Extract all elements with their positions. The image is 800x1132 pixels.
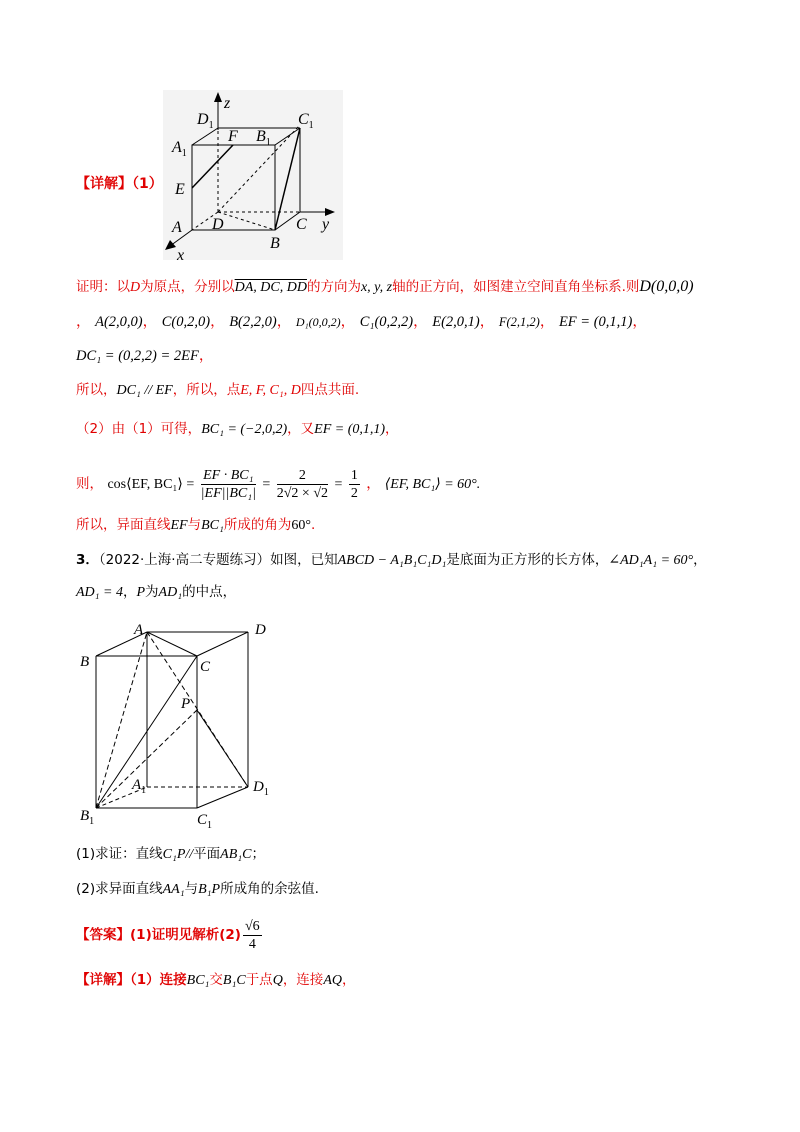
- answer-fraction: $\frac{√6}{4}$: [244, 918, 260, 952]
- detail-tag: 【详解】（1）: [76, 176, 163, 192]
- label-P: P: [181, 696, 191, 712]
- label-A: A: [172, 219, 182, 236]
- coord-D1: D₁(0,0,2): [295, 315, 341, 329]
- prism-figure: [76, 615, 286, 830]
- edge-AC: [147, 632, 197, 656]
- label-B1: $B_1$: [80, 808, 95, 827]
- problem3-line-1: 3．（2022·上海·高二专题练习）如图，已知ABCD − A₁B₁C₁D₁是底面为正方形的长方体，∠AD₁A₁ = 60°，: [76, 552, 707, 568]
- label-B: B: [80, 654, 90, 670]
- label-D: D: [212, 216, 224, 233]
- label-C1: $C_1$: [197, 812, 213, 830]
- label-A: A: [134, 622, 144, 638]
- detail-line: 【详解】（1）连接BC₁交B₁C于点Q，连接AQ，: [76, 972, 356, 988]
- vector-EF: EF = (0,1,1): [558, 314, 633, 330]
- label-C: C: [296, 216, 307, 233]
- coord-E: E(2,0,1): [432, 314, 480, 330]
- frac-1: $\frac{\text{EF · BC₁}}{\text{|EF||BC₁|}}$: [200, 467, 256, 501]
- edge-C1D1: [197, 787, 248, 808]
- problem3-line-2: AD₁ = 4，P为AD₁的中点，: [76, 584, 237, 600]
- label-F: F: [228, 128, 238, 145]
- part2-line: （2）由（1）可得，BC₁ = (−2,0,2)，又EF = (0,1,1)，: [76, 421, 399, 437]
- coord-F: F(2,1,2): [498, 315, 540, 329]
- coord-C: C(0,2,0): [161, 314, 211, 330]
- coord-A: A(2,0,0): [95, 314, 143, 330]
- label-D1: $D_1$: [253, 779, 269, 798]
- label-D: D: [255, 622, 266, 638]
- edge-PD1: [197, 710, 248, 787]
- label-C: C: [200, 659, 211, 675]
- final-line: 所以，异面直线EF与BC₁所成的角为60°.: [76, 517, 316, 533]
- answer-line: 【答案】(1)证明见解析(2) $\frac{√6}{4}$: [76, 918, 260, 952]
- label-E: E: [175, 181, 185, 198]
- coords-line: ， A(2,0,0)， C(0,2,0)， B(2,2,0)， D₁(0,0,2)， C₁(0,2,2)， E(2,0,1)， F(2,1,2)， EF = (0,1,1)，: [76, 314, 647, 330]
- label-B: B: [270, 235, 280, 252]
- label-D1: $D_1$: [197, 111, 214, 131]
- coord-C1: C₁(0,2,2): [359, 314, 414, 330]
- cos-line: 则， cos⟨EF, BC₁⟩ = $\frac{\text{EF · BC₁}}{\text{|EF||BC₁|}}$ = $\frac{2}{2√2 \times √2}$ = $\frac{1}{2}$ ， ⟨EF, BC₁⟩ = 60°.: [76, 467, 481, 501]
- coord-B: B(2,2,0): [229, 314, 277, 330]
- label-x: x: [177, 247, 185, 263]
- cube-figure: [160, 88, 345, 263]
- label-B1: $B_1$: [256, 128, 271, 148]
- label-A1: $A_1$: [172, 139, 187, 159]
- edge-CD: [197, 632, 248, 656]
- frac-2: $\frac{2}{2√2 \times √2}$: [276, 467, 329, 501]
- proof-line-1: 证明：以D为原点，分别以DA, DC, DD的方向为x, y, z轴的正方向，如图建立空间直角坐标系.则D(0,0,0): [76, 278, 694, 295]
- label-z: z: [224, 95, 231, 112]
- question-1: (1)求证：直线C₁P//平面AB₁C；: [76, 846, 265, 862]
- question-2: (2)求异面直线AA₁与B₁P所成角的余弦值.: [76, 881, 319, 897]
- label-A1: $A_1$: [132, 777, 147, 796]
- dc1-line: DC₁ = (0,2,2) = 2EF，: [76, 348, 214, 364]
- frac-3: $\frac{1}{2}$: [350, 467, 358, 501]
- label-y: y: [322, 216, 330, 233]
- label-C1: $C_1$: [298, 111, 314, 131]
- coplanar-line: 所以，DC₁ // EF，所以，点E, F, C₁, D四点共面.: [76, 382, 360, 398]
